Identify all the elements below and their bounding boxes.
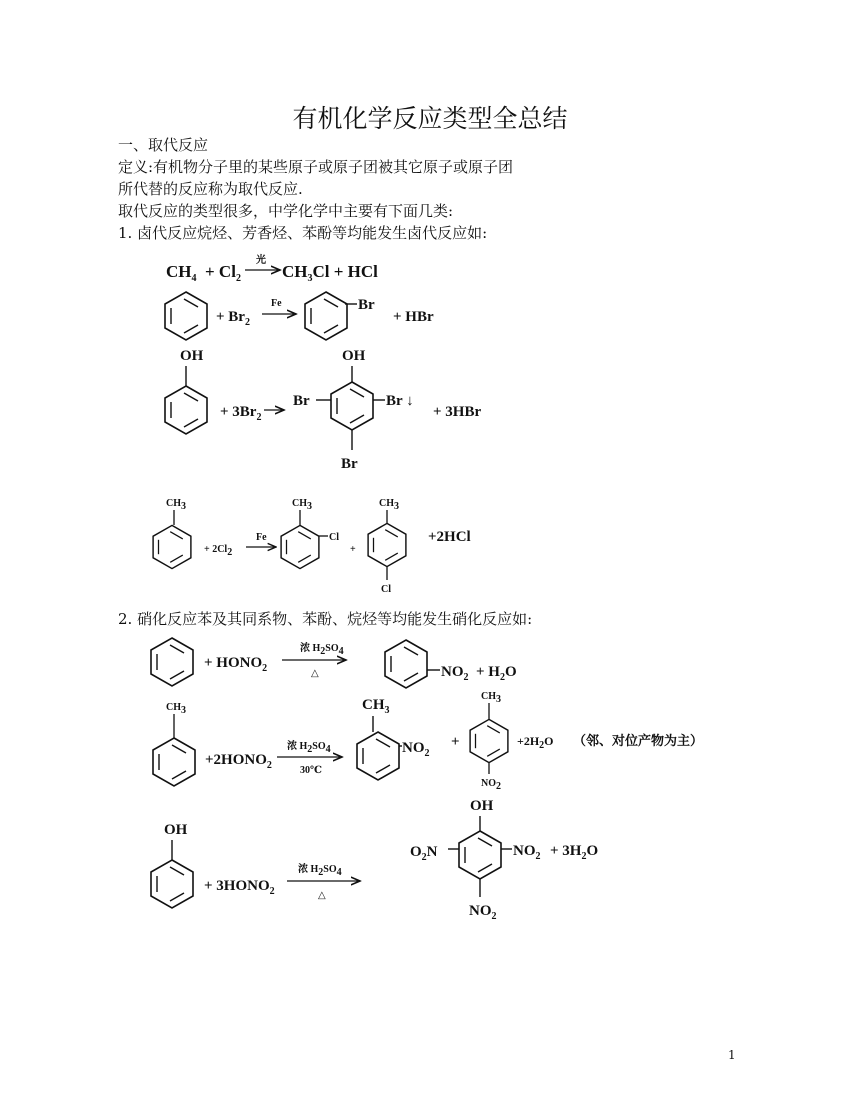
svg-text:+ 3HONO2: + $3HONO_2$ bbox=[204, 878, 275, 897]
svg-text:NO2: $NO_2$ bbox=[469, 903, 497, 922]
reaction-methane-chlorination bbox=[166, 253, 378, 284]
svg-text:CH4: $CH_4$ bbox=[166, 262, 197, 284]
svg-text:Cl: Cl bbox=[329, 532, 339, 543]
reaction-phenol-bromination bbox=[165, 348, 481, 472]
reaction-benzene-nitration bbox=[151, 638, 517, 688]
types-intro: 取代反应的类型很多，中学化学中主要有下面几类: bbox=[118, 202, 454, 220]
svg-text:+2H2O: $+2H_2O$ bbox=[517, 734, 554, 751]
svg-text:CH3: CH3 bbox=[292, 498, 312, 512]
reaction-benzene-bromination bbox=[165, 292, 434, 340]
svg-text:NO2: $NO_2$ bbox=[441, 664, 469, 683]
svg-text:30℃: 30℃ bbox=[300, 765, 322, 776]
definition-line-2: 所代替的反应称为取代反应. bbox=[118, 180, 303, 198]
svg-text:+ 3HBr: + 3HBr bbox=[433, 404, 482, 420]
page-title: 有机化学反应类型全总结 bbox=[292, 104, 568, 133]
definition-line-1: 定义:有机物分子里的某些原子或原子团被其它原子或原子团 bbox=[118, 158, 514, 176]
svg-text:CH3: CH3 bbox=[481, 691, 501, 705]
svg-text:+ Br2: + $Br_2$ bbox=[216, 309, 250, 328]
svg-text:光: 光 bbox=[256, 255, 266, 266]
svg-text:CH3: CH3 bbox=[379, 498, 399, 512]
svg-text:Br: Br bbox=[341, 456, 358, 472]
svg-text:+ H2O: + $H_2O$ bbox=[476, 664, 517, 683]
section-heading: 一、取代反应 bbox=[118, 136, 209, 154]
svg-text:+2HONO2: $+2HONO_2$ bbox=[205, 752, 272, 771]
svg-text:CH3: $CH_3$ bbox=[362, 697, 390, 716]
svg-text:Fe: Fe bbox=[256, 532, 267, 543]
svg-text:+ HBr: + HBr bbox=[393, 309, 434, 325]
svg-text:△: △ bbox=[318, 890, 326, 901]
svg-text:NO2: NO2 bbox=[481, 778, 501, 792]
svg-text:OH: OH bbox=[342, 348, 366, 364]
svg-text:OH: OH bbox=[180, 348, 204, 364]
svg-text:+ 3Br2: + $3Br_2$ bbox=[220, 404, 262, 423]
svg-text:浓 H2SO4: 浓 H2SO4 bbox=[287, 741, 331, 755]
svg-text:+2HCl: +2HCl bbox=[428, 529, 471, 545]
reaction-toluene-nitration bbox=[153, 691, 703, 792]
svg-text:Br: Br bbox=[358, 297, 375, 313]
svg-text:CH3: CH3 bbox=[166, 498, 186, 512]
svg-text:△: △ bbox=[311, 668, 319, 679]
svg-text:+: + bbox=[350, 544, 356, 555]
svg-text:+ HONO2: + $HONO_2$ bbox=[204, 655, 268, 674]
svg-text:NO2: $NO_2$ bbox=[402, 740, 430, 759]
svg-text:Fe: Fe bbox=[271, 298, 282, 309]
svg-text:CH3: CH3 bbox=[166, 702, 186, 716]
svg-text:+ Cl2: + $Cl_2$ bbox=[205, 262, 241, 284]
svg-text:浓 H2SO4: 浓 H2SO4 bbox=[300, 643, 344, 657]
svg-text:Br: Br bbox=[293, 393, 310, 409]
halogenation-heading: 1. 卤代反应烷烃、芳香烃、苯酚等均能发生卤代反应如: bbox=[118, 224, 488, 242]
reaction-phenol-nitration bbox=[151, 798, 598, 922]
svg-text:（邻、对位产物为主）: （邻、对位产物为主） bbox=[573, 733, 704, 748]
svg-text:+: + bbox=[451, 734, 460, 750]
reaction-toluene-chlorination bbox=[153, 498, 471, 595]
svg-text:OH: OH bbox=[164, 822, 188, 838]
svg-text:NO2: $NO_2$ bbox=[513, 843, 541, 862]
page-number: 1 bbox=[728, 1048, 736, 1062]
svg-text:浓 H2SO4: 浓 H2SO4 bbox=[298, 864, 342, 878]
svg-text:+ 3H2O: + $3H_2O$ bbox=[550, 843, 599, 862]
svg-text:CH3Cl + HCl: $CH_3Cl$ + HCl bbox=[282, 262, 378, 284]
svg-text:Cl: Cl bbox=[381, 584, 391, 595]
nitration-heading: 2. 硝化反应苯及其同系物、苯酚、烷烃等均能发生硝化反应如: bbox=[118, 610, 533, 628]
svg-text:OH: OH bbox=[470, 798, 494, 814]
svg-text:+ 2Cl2: + 2Cl2 bbox=[204, 544, 233, 558]
svg-text:O2N: $O_2N$ bbox=[410, 844, 438, 863]
svg-text:Br ↓: Br ↓ bbox=[386, 393, 414, 409]
